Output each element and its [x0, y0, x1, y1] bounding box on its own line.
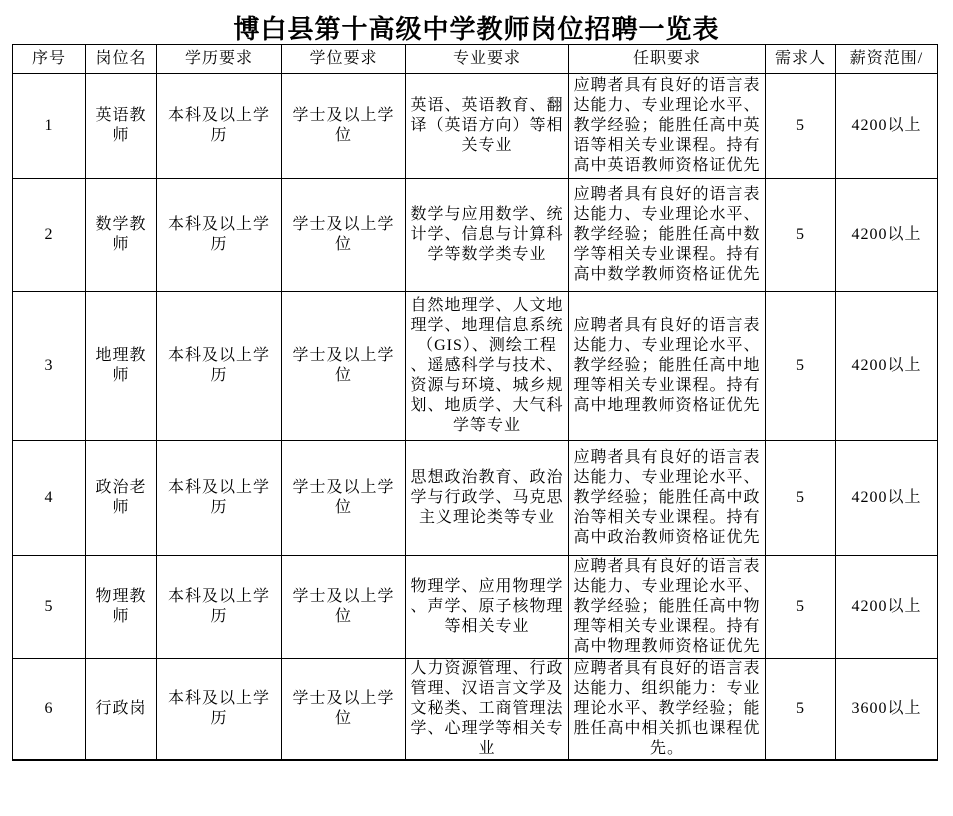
cell-requirements: 应聘者具有良好的语言表达能力、专业理论水平、教学经验；能胜任高中物理等相关专业课程。持有高中物理教师资格证优先	[569, 556, 766, 659]
cell-position: 地理教师	[86, 292, 157, 441]
cell-major: 物理学、应用物理学、声学、原子核物理等相关专业	[406, 556, 569, 659]
cell-requirements: 应聘者具有良好的语言表达能力、专业理论水平、教学经验；能胜任高中政治等相关专业课程。持有高中政治教师资格证优先	[569, 441, 766, 556]
cell-requirements: 应聘者具有良好的语言表达能力、组织能力：专业理论水平、教学经验；能胜任高中相关抓也课程优先。	[569, 659, 766, 761]
header-headcount: 需求人	[766, 45, 836, 74]
recruitment-table	[12, 44, 938, 761]
table-row	[13, 556, 938, 659]
cell-headcount: 5	[766, 441, 836, 556]
cell-education: 本科及以上学历	[157, 74, 282, 179]
cell-major: 数学与应用数学、统计学、信息与计算科学等数学类专业	[406, 179, 569, 292]
table-row	[13, 292, 938, 441]
cell-education: 本科及以上学历	[157, 441, 282, 556]
cell-requirements: 应聘者具有良好的语言表达能力、专业理论水平、教学经验；能胜任高中数学等相关专业课程。持有高中数学教师资格证优先	[569, 179, 766, 292]
cell-degree: 学士及以上学位	[282, 179, 406, 292]
cell-education: 本科及以上学历	[157, 659, 282, 761]
cell-education: 本科及以上学历	[157, 179, 282, 292]
cell-position: 行政岗	[86, 659, 157, 761]
cell-degree: 学士及以上学位	[282, 292, 406, 441]
cell-major: 思想政治教育、政治学与行政学、马克思主义理论类等专业	[406, 441, 569, 556]
table-row	[13, 659, 938, 761]
cell-no: 3	[13, 292, 86, 441]
cell-position: 数学教师	[86, 179, 157, 292]
cell-position: 政治老师	[86, 441, 157, 556]
header-position: 岗位名	[86, 45, 157, 74]
cell-salary: 4200以上	[836, 441, 938, 556]
cell-requirements: 应聘者具有良好的语言表达能力、专业理论水平、教学经验；能胜任高中英语等相关专业课程。持有高中英语教师资格证优先	[569, 74, 766, 179]
header-salary: 薪资范围/	[836, 45, 938, 74]
cell-salary: 4200以上	[836, 74, 938, 179]
cell-salary: 4200以上	[836, 556, 938, 659]
cell-position: 英语教师	[86, 74, 157, 179]
header-no: 序号	[13, 45, 86, 74]
table-row	[13, 179, 938, 292]
cell-degree: 学士及以上学位	[282, 659, 406, 761]
cell-no: 5	[13, 556, 86, 659]
cell-education: 本科及以上学历	[157, 556, 282, 659]
cell-education: 本科及以上学历	[157, 292, 282, 441]
cell-degree: 学士及以上学位	[282, 556, 406, 659]
cell-position: 物理教师	[86, 556, 157, 659]
cell-no: 4	[13, 441, 86, 556]
cell-salary: 4200以上	[836, 179, 938, 292]
header-major: 专业要求	[406, 45, 569, 74]
cell-degree: 学士及以上学位	[282, 74, 406, 179]
cell-salary: 3600以上	[836, 659, 938, 761]
cell-no: 1	[13, 74, 86, 179]
cell-major: 人力资源管理、行政管理、汉语言文学及文秘类、工商管理法学、心理学等相关专业	[406, 659, 569, 761]
cell-headcount: 5	[766, 556, 836, 659]
cell-major: 自然地理学、人文地理学、地理信息系统（GIS）、测绘工程、遥感科学与技术、资源与环境、城乡规划、地质学、大气科学等专业	[406, 292, 569, 441]
header-education: 学历要求	[157, 45, 282, 74]
cell-no: 6	[13, 659, 86, 761]
table-row	[13, 74, 938, 179]
cell-no: 2	[13, 179, 86, 292]
header-row	[13, 45, 938, 74]
table-row	[13, 441, 938, 556]
cell-headcount: 5	[766, 659, 836, 761]
cell-headcount: 5	[766, 179, 836, 292]
page-title: 博白县第十高级中学教师岗位招聘一览表	[233, 15, 720, 44]
cell-headcount: 5	[766, 292, 836, 441]
cell-degree: 学士及以上学位	[282, 441, 406, 556]
cell-major: 英语、英语教育、翻译（英语方向）等相关专业	[406, 74, 569, 179]
header-degree: 学位要求	[282, 45, 406, 74]
header-requirements: 任职要求	[569, 45, 766, 74]
cell-salary: 4200以上	[836, 292, 938, 441]
cell-requirements: 应聘者具有良好的语言表达能力、专业理论水平、教学经验；能胜任高中地理等相关专业课程。持有高中地理教师资格证优先	[569, 292, 766, 441]
cell-headcount: 5	[766, 74, 836, 179]
